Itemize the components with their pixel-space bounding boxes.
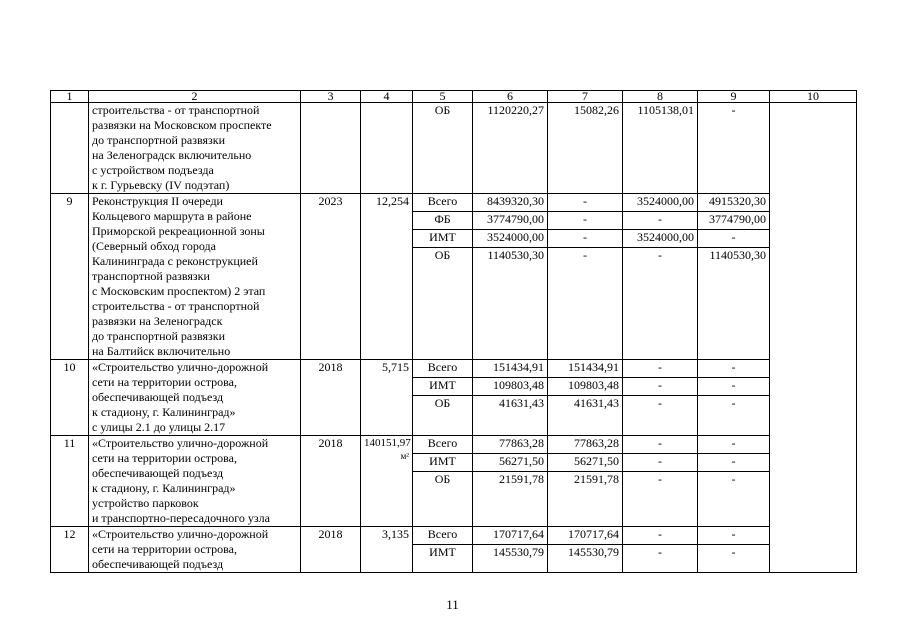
- value-cell-8: -: [623, 527, 698, 545]
- description-line: к стадиону, г. Калининград»: [92, 405, 236, 419]
- header-cell: 8: [623, 91, 698, 103]
- value-cell-8: -: [623, 436, 698, 454]
- year-cell: 2018: [301, 360, 361, 436]
- description-line: на Зеленоградск включительно: [92, 148, 252, 162]
- value-cell-8: -: [623, 378, 698, 396]
- length-cell: [361, 194, 413, 360]
- description-line: «Строительство улично-дорожной: [92, 527, 269, 541]
- value-cell-6: 170717,64: [473, 527, 548, 545]
- value-cell-7: -: [548, 230, 623, 248]
- value-cell-8: 1105138,01: [623, 103, 698, 194]
- table-row: [51, 436, 857, 454]
- value-cell-9: 3774790,00: [698, 212, 770, 230]
- value-cell-7: 15082,26: [548, 103, 623, 194]
- value-cell-9: -: [698, 436, 770, 454]
- value-cell-9: -: [698, 378, 770, 396]
- value-cell-8: -: [623, 454, 698, 472]
- value-cell-7: 109803,48: [548, 378, 623, 396]
- value-cell-6: 1140530,30: [473, 248, 548, 360]
- source-cell: ОБ: [413, 248, 473, 360]
- value-cell-9: -: [698, 454, 770, 472]
- description-line: на Балтийск включительно: [92, 344, 231, 358]
- source-cell: ОБ: [413, 396, 473, 436]
- source-cell: ОБ: [413, 103, 473, 194]
- value-cell-9: -: [698, 527, 770, 545]
- value-cell-7: 151434,91: [548, 360, 623, 378]
- value-cell-6: 8439320,30: [473, 194, 548, 212]
- description-line: транспортной развязки: [92, 269, 210, 283]
- header-cell: 9: [698, 91, 770, 103]
- value-cell-6: 151434,91: [473, 360, 548, 378]
- table-row: [51, 360, 857, 378]
- description-line: и транспортно-пересадочного узла: [92, 511, 270, 525]
- table-row: [51, 527, 857, 545]
- header-cell: 1: [51, 91, 89, 103]
- length-cell: [361, 436, 413, 527]
- value-cell-9: -: [698, 230, 770, 248]
- source-cell: ФБ: [413, 212, 473, 230]
- description-line: обеспечивающей подъезд: [92, 466, 224, 480]
- row-number-cell: 12: [51, 527, 89, 573]
- value-cell-7: -: [548, 194, 623, 212]
- value-cell-6: 145530,79: [473, 545, 548, 573]
- value-cell-7: 41631,43: [548, 396, 623, 436]
- value-cell-6: 3524000,00: [473, 230, 548, 248]
- value-cell-7: 56271,50: [548, 454, 623, 472]
- value-cell-6: 109803,48: [473, 378, 548, 396]
- value-cell-8: -: [623, 360, 698, 378]
- value-cell-9: 4915320,30: [698, 194, 770, 212]
- length-value: 140151,97: [364, 437, 411, 449]
- source-cell: ИМТ: [413, 378, 473, 396]
- description-line: Реконструкция II очереди: [92, 194, 223, 208]
- value-cell-6: 77863,28: [473, 436, 548, 454]
- value-cell-8: -: [623, 248, 698, 360]
- description-cell: [89, 527, 301, 573]
- description-cell: [89, 103, 301, 194]
- value-cell-9: -: [698, 360, 770, 378]
- description-cell: [89, 436, 301, 527]
- description-line: развязки на Зеленоградск: [92, 314, 223, 328]
- length-value: 3,135: [382, 527, 409, 541]
- header-cell: 2: [89, 91, 301, 103]
- value-cell-9: -: [698, 472, 770, 527]
- value-cell-7: -: [548, 248, 623, 360]
- length-cell: [361, 527, 413, 573]
- value-cell-6: 1120220,27: [473, 103, 548, 194]
- description-line: «Строительство улично-дорожной: [92, 360, 269, 374]
- length-value: 5,715: [382, 360, 409, 374]
- source-cell: ИМТ: [413, 454, 473, 472]
- description-line: к стадиону, г. Калининград»: [92, 481, 236, 495]
- description-line: до транспортной развязки: [92, 329, 226, 343]
- value-cell-9: -: [698, 396, 770, 436]
- source-cell: Всего: [413, 527, 473, 545]
- value-cell-7: -: [548, 212, 623, 230]
- row-number-cell: 10: [51, 360, 89, 436]
- year-cell: 2023: [301, 194, 361, 360]
- value-cell-6: 56271,50: [473, 454, 548, 472]
- description-line: устройство парковок: [92, 496, 199, 510]
- page-number: 11: [446, 597, 459, 612]
- header-cell: 3: [301, 91, 361, 103]
- year-cell: 2018: [301, 436, 361, 527]
- source-cell: Всего: [413, 194, 473, 212]
- description-line: сети на территории острова,: [92, 375, 237, 389]
- year-cell: 2018: [301, 527, 361, 573]
- source-cell: Всего: [413, 436, 473, 454]
- value-cell-7: 77863,28: [548, 436, 623, 454]
- value-cell-6: 3774790,00: [473, 212, 548, 230]
- description-line: Приморской рекреационной зоны: [92, 224, 265, 238]
- description-line: развязки на Московском проспекте: [92, 118, 272, 132]
- description-cell: [89, 194, 301, 360]
- description-line: (Северный обход города: [92, 239, 216, 253]
- source-cell: ОБ: [413, 472, 473, 527]
- description-line: обеспечивающей подъезд: [92, 390, 224, 404]
- value-cell-8: -: [623, 212, 698, 230]
- length-value: 12,254: [376, 194, 409, 208]
- value-cell-8: -: [623, 545, 698, 573]
- value-cell-7: 170717,64: [548, 527, 623, 545]
- value-cell-8: -: [623, 396, 698, 436]
- value-cell-7: 145530,79: [548, 545, 623, 573]
- description-line: Калининграда с реконструкцией: [92, 254, 258, 268]
- description-line: до транспортной развязки: [92, 133, 226, 147]
- source-cell: ИМТ: [413, 545, 473, 573]
- row-number-cell: 11: [51, 436, 89, 527]
- description-line: с устройством подъезда: [92, 163, 214, 177]
- description-cell: [89, 360, 301, 436]
- header-cell: 5: [413, 91, 473, 103]
- value-cell-9: 1140530,30: [698, 248, 770, 360]
- table-row: [51, 194, 857, 212]
- column-10-cell: [770, 103, 857, 573]
- description-line: обеспечивающей подъезд: [92, 557, 224, 571]
- description-line: сети на территории острова,: [92, 451, 237, 465]
- header-row: [51, 91, 857, 103]
- length-cell: [361, 360, 413, 436]
- budget-table: [50, 90, 857, 573]
- description-line: строительства - от транспортной: [92, 299, 260, 313]
- source-cell: ИМТ: [413, 230, 473, 248]
- value-cell-8: 3524000,00: [623, 194, 698, 212]
- description-line: сети на территории острова,: [92, 542, 237, 556]
- value-cell-7: 21591,78: [548, 472, 623, 527]
- header-cell: 6: [473, 91, 548, 103]
- header-cell: 4: [361, 91, 413, 103]
- description-line: с улицы 2.1 до улицы 2.17: [92, 420, 226, 434]
- description-line: Кольцевого маршрута в районе: [92, 209, 252, 223]
- row-number-cell: 9: [51, 194, 89, 360]
- value-cell-9: -: [698, 545, 770, 573]
- length-unit: м²: [400, 451, 409, 461]
- header-cell: 7: [548, 91, 623, 103]
- row-number-cell: [51, 103, 89, 194]
- length-cell: [361, 103, 413, 194]
- value-cell-9: -: [698, 103, 770, 194]
- description-line: с Московским проспектом) 2 этап: [92, 284, 266, 298]
- table-row: [51, 103, 857, 194]
- header-cell: 10: [770, 91, 857, 103]
- year-cell: [301, 103, 361, 194]
- description-line: строительства - от транспортной: [92, 103, 260, 117]
- source-cell: Всего: [413, 360, 473, 378]
- value-cell-6: 21591,78: [473, 472, 548, 527]
- value-cell-8: -: [623, 472, 698, 527]
- value-cell-8: 3524000,00: [623, 230, 698, 248]
- value-cell-6: 41631,43: [473, 396, 548, 436]
- description-line: «Строительство улично-дорожной: [92, 436, 269, 450]
- description-line: к г. Гурьевску (IV подэтап): [92, 178, 230, 192]
